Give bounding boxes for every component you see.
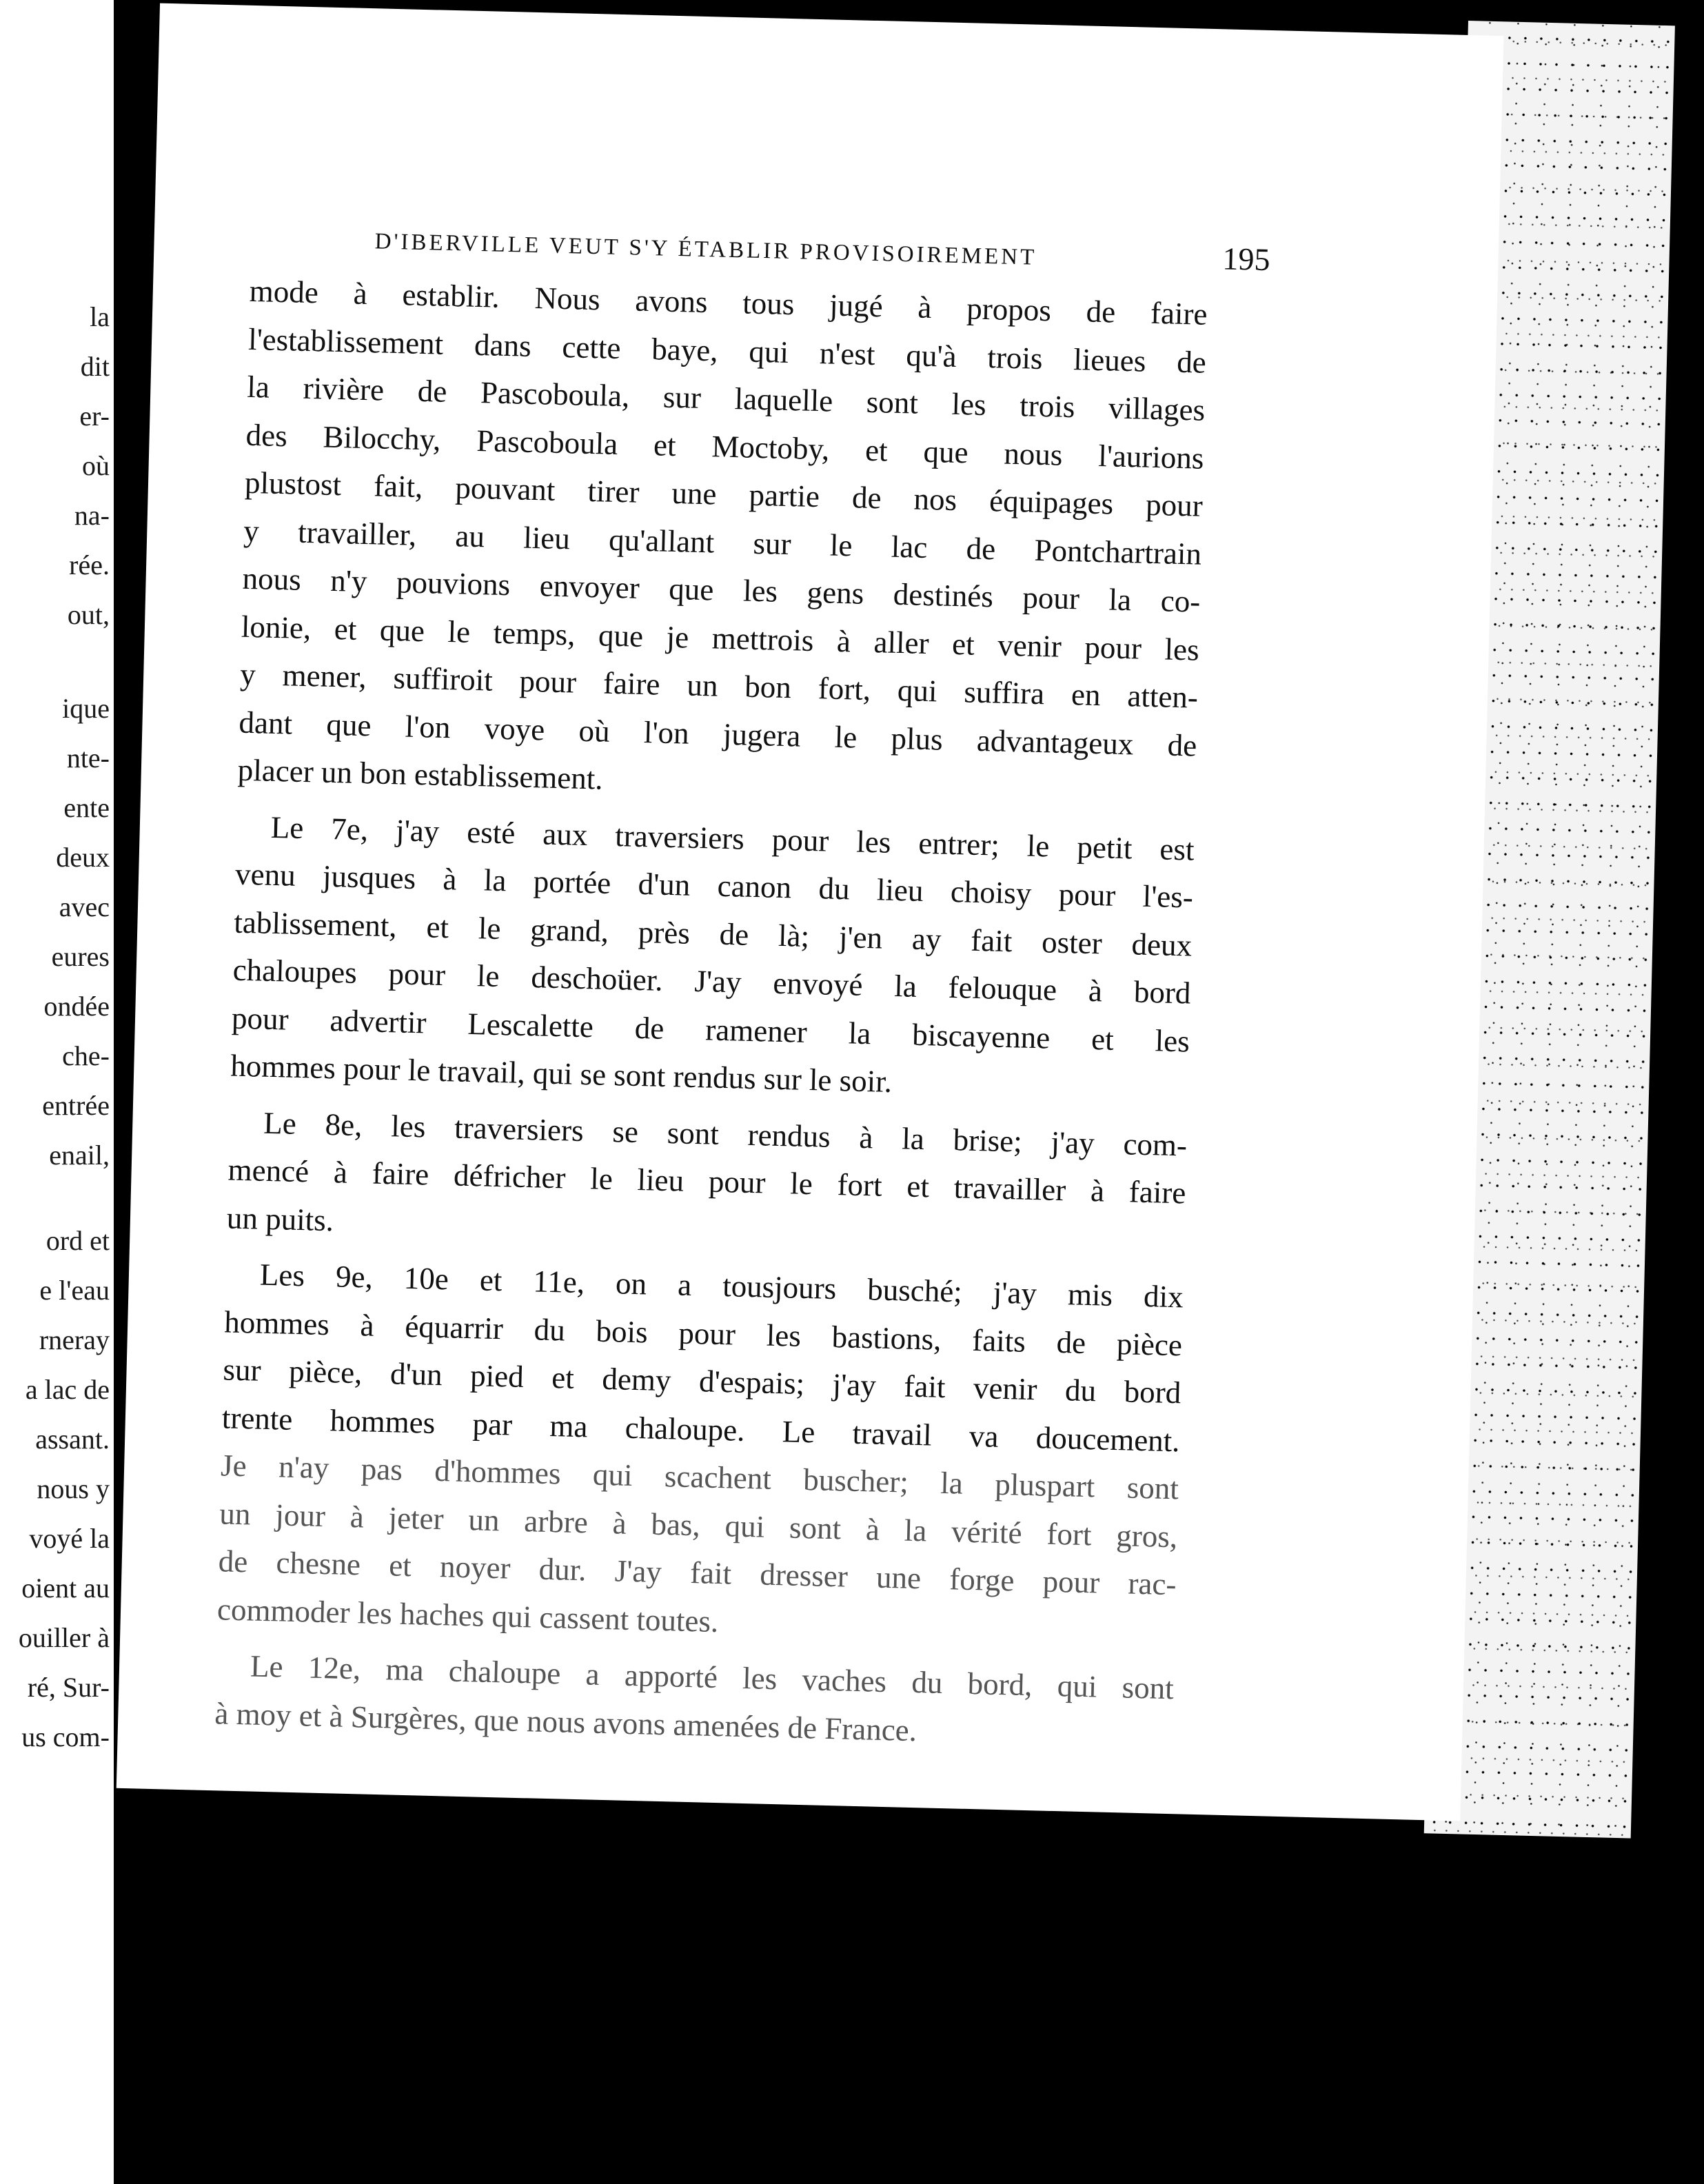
text-line: dant que l'on voye où l'on jugera le plus advantageux de [239,705,1197,763]
paragraph [226,1098,1188,1265]
text-line: mode à establir. Nous avons tous jugé à propos de faire [249,273,1208,332]
prev-page-fragment: a lac de [25,1374,110,1405]
text-line: y mener, suffiroit pour faire un bon fort, qui suffira en atten- [239,656,1199,715]
prev-page-fragment: entrée [42,1090,110,1121]
paragraph [216,1250,1184,1657]
text-line: y travailler, au lieu qu'allant sur le lac de Pontchartrain [243,513,1202,572]
prev-page-fragment: voyé la [29,1523,110,1554]
prev-page-fragment: nte- [66,742,110,774]
prev-page-fragment: enail, [49,1140,110,1171]
prev-page-fragment: oient au [21,1573,110,1604]
text-line: trente hommes par ma chaloupe. Le travail va doucement. [221,1399,1181,1458]
text-line: tablissement, et le grand, près de là; j'en ay fait oster deux [233,904,1193,963]
prev-page-fragment: eures [51,941,110,972]
text-line: à moy et à Surgères, que nous avons amenées de France. [214,1695,917,1748]
prev-page-fragment: ré, Sur- [27,1672,110,1703]
text-line: la rivière de Pascoboula, sur laquelle sont les trois villages [246,369,1206,427]
text-line: chaloupes pour le deschoüer. J'ay envoyé la felouque à bord [232,952,1192,1011]
prev-page-fragment: na- [74,500,110,531]
text-line: hommes à équarrir du bois pour les bastions, faits de pièce [223,1304,1183,1362]
book-page [116,3,1504,1821]
prev-page-fragment: ouiller à [18,1622,110,1653]
prev-page-fragment: deux [56,842,110,873]
text-line: un puits. [226,1200,334,1237]
prev-page-fragment: ique [62,693,110,724]
text-line: mencé à faire défricher le lieu pour le fort et travailler à faire [227,1152,1186,1211]
prev-page-fragment: ondée [43,991,110,1022]
prev-page-fragment: ente [63,792,110,823]
prev-page-fragment: dit [80,351,110,382]
prev-page-fragment: us com- [21,1721,110,1752]
text-line: Les 9e, 10e et 11e, on a tousjours busché; j'ay mis dix [259,1257,1184,1315]
prev-page-fragment: ord et [45,1225,110,1256]
page-number: 195 [1221,241,1271,278]
text-line: de chesne et noyer dur. J'ay fait dresser une forge pour rac- [218,1544,1177,1602]
text-line: commoder les haches qui cassent toutes. [216,1591,719,1639]
previous-page-edge [0,0,114,2184]
prev-page-fragment: où [82,450,110,481]
prev-page-fragment: e l'eau [39,1275,110,1306]
prev-page-fragment: rneray [39,1324,110,1355]
text-line: sur pièce, d'un pied et demy d'espais; j'ay fait venir du bord [223,1352,1181,1410]
running-header: D'IBERVILLE VEUT S'Y ÉTABLIR PROVISOIREMENT [374,229,1037,270]
text-line: nous n'y pouvions envoyer que les gens destinés pour la co- [242,560,1201,619]
text-line: venu jusques à la portée d'un canon du lieu choisy pour l'es- [234,856,1194,915]
text-line: hommes pour le travail, qui se sont rendus sur le soir. [230,1048,893,1099]
text-line: Je n'ay pas d'hommes qui scachent buscher; la pluspart sont [220,1448,1179,1506]
body-text [214,267,1208,1761]
prev-page-fragment: la [90,301,110,332]
text-line: plustost fait, pouvant tirer une partie de nos équipages pour [244,465,1204,523]
text-line: Le 7e, j'ay esté aux traversiers pour les entrer; le petit est [270,809,1195,867]
prev-page-fragment: er- [79,401,110,432]
prev-page-fragment: avec [59,891,110,922]
text-line: Le 12e, ma chaloupe a apporté les vaches du bord, qui sont [250,1648,1175,1706]
paragraph [230,802,1195,1113]
prev-page-fragment: nous y [37,1473,110,1504]
paragraph [214,1641,1175,1761]
text-line: Le 8e, les traversiers se sont rendus à la brise; j'ay com- [263,1105,1188,1162]
prev-page-fragment: che- [62,1040,110,1071]
prev-page-fragment: out, [67,599,110,630]
prev-page-fragment: rée. [69,549,110,580]
text-line: un jour à jeter un arbre à bas, qui sont à la vérité fort gros, [219,1495,1178,1554]
text-line: lonie, et que le temps, que je mettrois à aller et venir pour les [241,609,1200,667]
text-line: l'establissement dans cette baye, qui n'est qu'à trois lieues de [247,321,1207,380]
prev-page-fragment: assant. [35,1424,110,1455]
paragraph [237,267,1208,818]
text-line: placer un bon establissement. [237,752,604,796]
text-line: des Bilocchy, Pascoboula et Moctoby, et que nous l'aurions [245,417,1204,476]
text-line: pour advertir Lescalette de ramener la biscayenne et les [231,1000,1190,1059]
